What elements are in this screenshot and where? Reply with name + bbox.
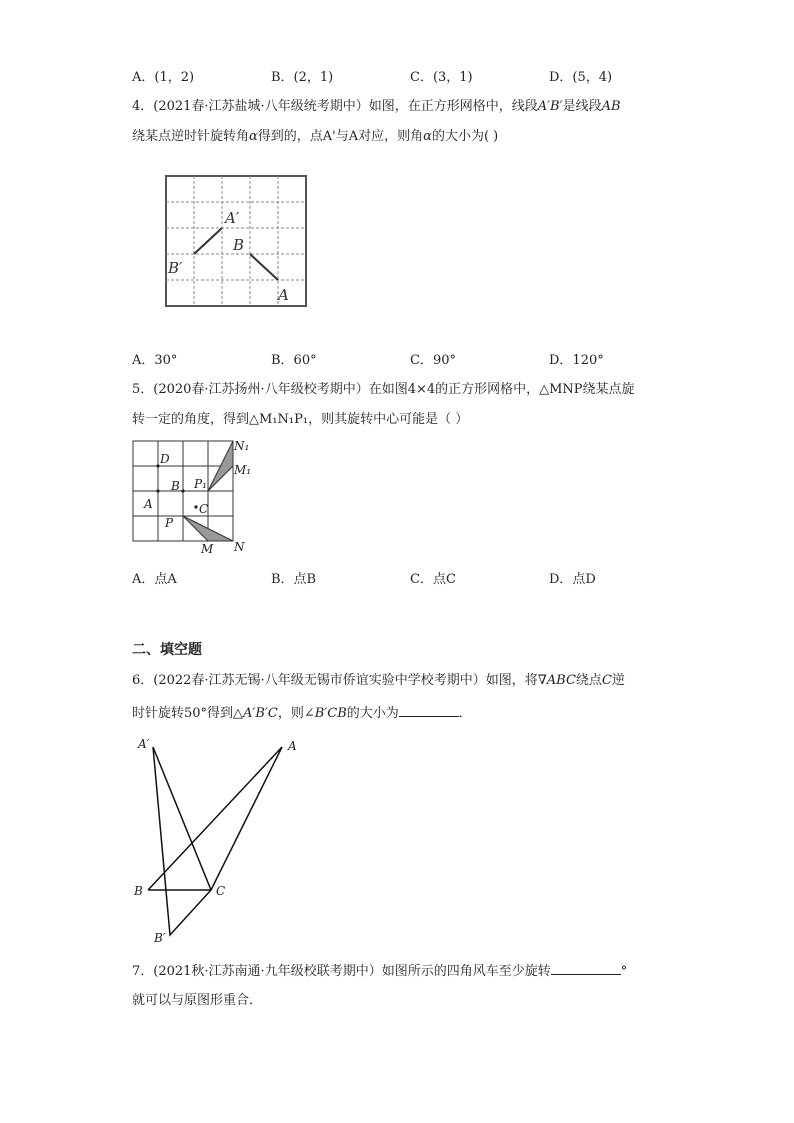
q4-segment-1: A′B′ [537, 99, 563, 114]
q4-line-2 [132, 127, 498, 147]
q6-line-2 [132, 702, 472, 724]
q6-angle: ∠B′CB [303, 706, 347, 721]
label-b: B [134, 884, 143, 898]
point-a-dot [156, 489, 159, 492]
q4-grid-figure [160, 170, 315, 315]
q4-option-c: C．90° [410, 353, 456, 368]
q4-option-d: D．120° [549, 353, 604, 368]
q3-option-a: A．(1，2) [132, 70, 195, 85]
label-n1: N₁ [234, 439, 250, 453]
q4-alpha: α [423, 129, 432, 144]
q6-text: 逆 [611, 673, 625, 688]
segment-a-prime-b-prime [194, 228, 222, 254]
q6-text: 时针旋转50°得到 [132, 706, 234, 721]
triangle-a-prime-b-prime-c [153, 747, 211, 935]
label-c: C [199, 502, 209, 516]
q5-grid-figure [128, 436, 258, 561]
segment-ab [250, 254, 278, 280]
label-n: N [234, 540, 245, 554]
q4-text: 得到的，点A'与A对应，则角 [257, 129, 424, 144]
q4-text: 的大小为( ) [431, 129, 499, 144]
q6-text: ，则 [277, 706, 304, 721]
point-b-dot [181, 489, 184, 492]
q4-text: 绕某点逆时针旋转角 [132, 129, 250, 144]
label-c: C [216, 884, 226, 898]
q5-option-d: D．点D [549, 572, 596, 587]
q6-triangle-figure [130, 732, 310, 947]
q6-triangle-image: △A′B′C [233, 706, 278, 721]
q6-answer-blank[interactable] [399, 702, 459, 717]
label-a: A [278, 286, 289, 304]
label-a: A [288, 739, 297, 753]
label-a: A [144, 497, 153, 511]
label-b: B [171, 479, 180, 493]
q3-option-d: D．(5，4) [549, 70, 613, 85]
q6-text: 绕点 [575, 673, 602, 688]
q7-line-1 [132, 960, 627, 982]
q5-line-1: 5．(2020春·江苏扬州·八年级校考期中）在如图4×4的正方形网格中，△MNP绕某点旋 [132, 382, 635, 397]
label-a-prime: A′ [225, 209, 240, 227]
q7-text: 7．(2021秋·江苏南通·九年级校联考期中）如图所示的四角风车至少旋转 [132, 964, 551, 979]
q4-text: 是线段 [562, 99, 602, 114]
q7-degree-sign: ° [620, 964, 628, 979]
q4-option-b: B．60° [271, 353, 317, 368]
label-p: P [165, 516, 174, 530]
triangle-abc [148, 747, 282, 890]
label-d: D [160, 452, 170, 466]
q7-answer-blank[interactable] [551, 960, 621, 975]
q4-text: 4．(2021春·江苏盐城·八年级统考期中）如图，在正方形网格中，线段 [132, 99, 538, 114]
q5-option-a: A．点A [132, 572, 177, 587]
q4-segment-2: AB [601, 99, 621, 114]
q6-point-c: C [601, 673, 612, 688]
q7-line-2: 就可以与原图形重合． [132, 993, 263, 1008]
point-c-dot [194, 505, 197, 508]
q4-alpha: α [249, 129, 258, 144]
q6-triangle-abc: ∇ABC [537, 673, 576, 688]
q6-line-1 [132, 671, 625, 691]
label-m: M [201, 542, 214, 556]
section-title-fill-in: 二、填空题 [132, 642, 202, 658]
q5-line-2: 转一定的角度，得到△M₁N₁P₁，则其旋转中心可能是（ ） [132, 412, 469, 427]
label-p1: P₁ [194, 477, 207, 491]
q6-text: 的大小为 [346, 706, 399, 721]
label-b-prime: B′ [168, 259, 183, 277]
label-b-prime: B′ [154, 931, 166, 945]
label-b: B [233, 236, 245, 254]
q4-option-a: A．30° [132, 353, 178, 368]
q3-option-b: B．(2，1) [271, 70, 334, 85]
q3-option-c: C．(3，1) [410, 70, 473, 85]
q5-option-b: B．点B [271, 572, 317, 587]
q6-triangles [148, 747, 282, 935]
label-m1: M₁ [234, 463, 252, 477]
q6-text: ． [458, 706, 472, 721]
label-a-prime: A′ [138, 737, 150, 751]
q5-option-c: C．点C [410, 572, 456, 587]
q6-text: 6．(2022春·江苏无锡·八年级无锡市侨谊实验中学校考期中）如图，将 [132, 673, 538, 688]
q4-line-1 [132, 97, 621, 117]
